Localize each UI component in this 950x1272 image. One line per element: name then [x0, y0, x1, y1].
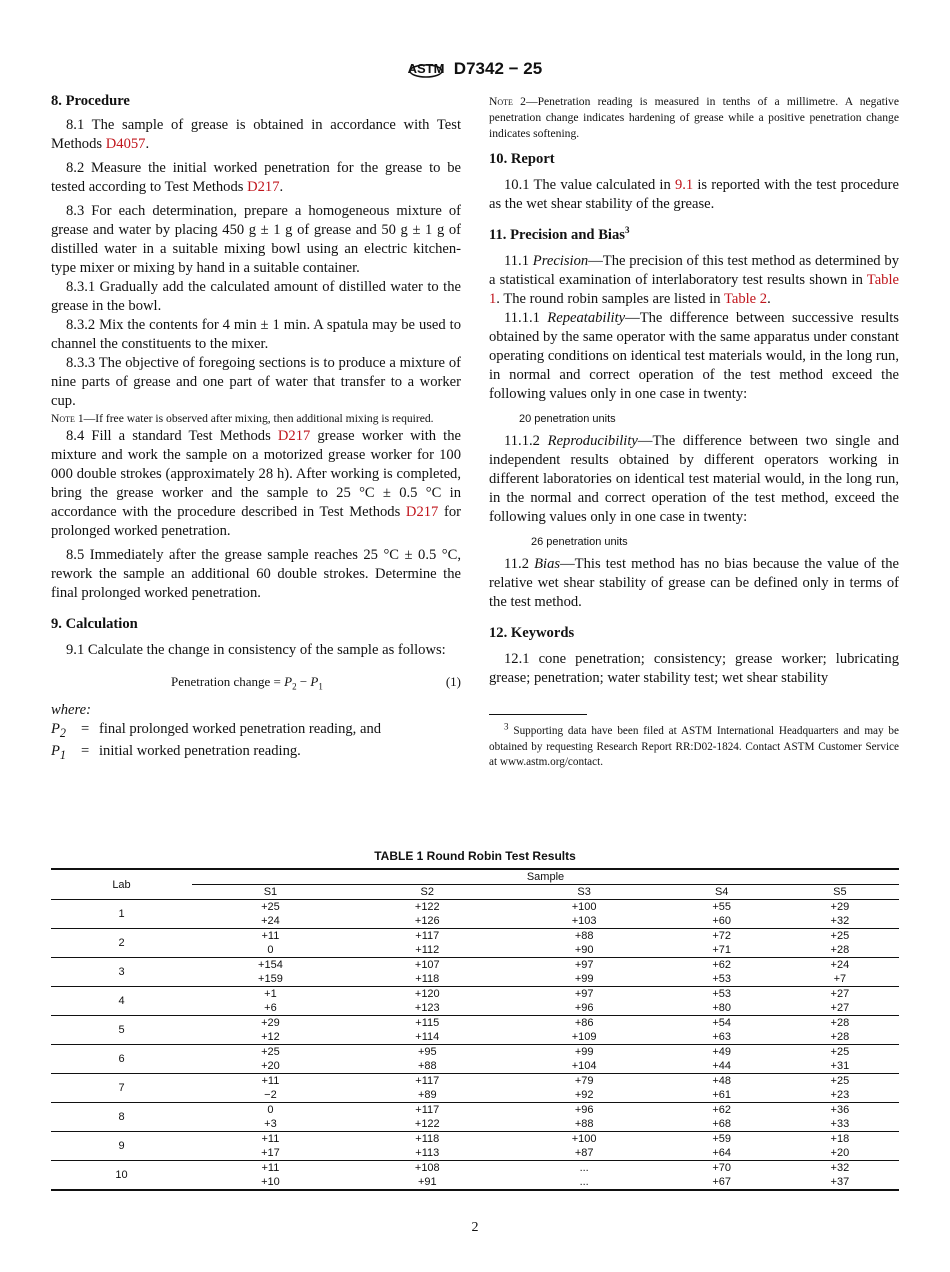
section-11-heading — [489, 226, 899, 245]
result-cell: +24 — [781, 958, 899, 973]
result-cell: +112 — [415, 944, 440, 956]
result-cell: +44 — [712, 1060, 731, 1072]
result-cell: +11 — [192, 1161, 349, 1176]
result-cell: +28 — [830, 944, 850, 956]
result-cell: +72 — [663, 929, 781, 944]
result-cell: +120 — [349, 987, 506, 1002]
result-cell: +11 — [192, 929, 349, 944]
result-cell: +87 — [574, 1147, 594, 1159]
paragraph-text: . The round robin samples are listed in — [496, 291, 724, 307]
result-cell: +59 — [663, 1132, 781, 1147]
result-cell: +113 — [415, 1147, 440, 1159]
section-11-title: 11. Precision and Bias — [489, 227, 625, 243]
reference-link[interactable]: Table 1 — [489, 272, 899, 307]
sample-column-header-s5: S5 — [781, 885, 899, 900]
run-in-heading: Reproducibility — [547, 433, 638, 449]
result-cell: +27 — [781, 987, 899, 1002]
variable-definition — [51, 720, 461, 742]
lab-cell: 4 — [51, 987, 192, 1016]
lab-cell: 6 — [51, 1045, 192, 1074]
result-cell: +11 — [192, 1132, 349, 1147]
paragraph-text: 8.3.2 Mix the contents for 4 min ± 1 min. A spatula may be used to channel the constituents to the mixer. — [51, 317, 461, 352]
paragraph-8-1 — [51, 116, 461, 154]
result-cell: +25 — [781, 929, 899, 944]
result-cell: +49 — [663, 1045, 781, 1060]
paragraph-text: 8.3 For each determination, prepare a homogeneous mixture of grease and water by placing 450 g ± 1 g of grease and 50 g ± 1 g of distilled water in a suitable mixing bowl using an electric kitchen-type mixer or mixing by hand in a suitable container. — [51, 203, 461, 276]
result-cell: +25 — [192, 1045, 349, 1060]
result-cell: +71 — [712, 944, 731, 956]
paragraph-text: 9.1 Calculate the change in consistency of the sample as follows: — [66, 642, 446, 658]
result-cell: +20 — [830, 1147, 850, 1159]
result-cell: +91 — [417, 1176, 437, 1188]
table-row — [51, 1103, 899, 1118]
result-cell: +55 — [712, 901, 731, 913]
astm-logo-icon — [408, 56, 444, 82]
left-column — [51, 92, 461, 764]
paragraph-text: is reported with the test procedure as the wet shear stability of the grease. — [489, 177, 899, 212]
result-cell: +118 — [349, 1132, 506, 1147]
table-row — [51, 1045, 899, 1060]
paragraph-text: . — [767, 291, 771, 307]
result-cell: +17 — [261, 1147, 280, 1159]
result-cell: +154 — [192, 958, 349, 973]
sample-column-header-s3: S3 — [506, 885, 663, 900]
result-cell: +32 — [830, 915, 850, 927]
sample-column-header-s2: S2 — [349, 885, 506, 900]
lab-cell: 5 — [51, 1016, 192, 1045]
result-cell: +79 — [506, 1074, 663, 1089]
result-cell: 0 — [267, 944, 274, 956]
result-cell: +6 — [264, 1002, 277, 1014]
paragraph-text: 8.5 Immediately after the grease sample reaches 25 °C ± 0.5 °C, rework the sample an additional 60 double strokes. Determine the final prolonged worked penetration. — [51, 547, 461, 601]
equals-sign: = — [81, 742, 90, 759]
paragraph-text: —The difference between two single and independent results obtained by different operators working in different laboratories on identical test material would, in the long run, in the normal and correct operation of the test method, exceed the following values only in one case in twenty: — [489, 433, 900, 525]
paragraph-11-1 — [489, 252, 899, 309]
result-cell: +48 — [663, 1074, 781, 1089]
paragraph-11-1-2 — [489, 432, 899, 527]
page-number: 2 — [471, 1220, 479, 1235]
where-label: where: — [51, 702, 91, 718]
section-8-heading: 8. Procedure — [51, 93, 130, 109]
paragraph-text: for prolonged worked penetration. — [51, 504, 462, 539]
result-cell: +1 — [192, 987, 349, 1002]
result-cell: +25 — [781, 1045, 899, 1060]
equation-p1: P — [310, 674, 319, 689]
result-cell: +23 — [830, 1089, 850, 1101]
result-cell: +99 — [506, 1045, 663, 1060]
result-cell: +97 — [506, 987, 663, 1002]
paragraph-8-3-1 — [51, 278, 461, 316]
result-cell: 0 — [192, 1103, 349, 1118]
result-cell: +11 — [192, 1074, 349, 1089]
result-cell: +95 — [349, 1045, 506, 1060]
note-2-text: —Penetration reading is measured in tenths of a millimetre. A negative penetration change indicates hardening of grease while a positive penetration change indicates softening. — [489, 95, 899, 140]
result-cell: +107 — [349, 958, 506, 973]
result-cell: +123 — [414, 1002, 440, 1014]
variable-symbol: $P_1$ — [51, 742, 66, 762]
paragraph-text: 8.3.1 Gradually add the calculated amount of distilled water to the grease in the bowl. — [51, 279, 461, 314]
paragraph-text: 8.1 The sample of grease is obtained in accordance with Test Methods — [51, 117, 461, 152]
equation-number: (1) — [445, 674, 461, 689]
result-cell: +122 — [414, 901, 440, 913]
result-cell: +32 — [781, 1161, 899, 1176]
result-cell: +60 — [712, 915, 731, 927]
paragraph-10-1 — [489, 176, 899, 214]
reference-link[interactable]: D4057 — [105, 136, 146, 152]
section-10-heading: 10. Report — [489, 151, 555, 167]
equation-p1-sub: 1 — [318, 681, 323, 692]
result-cell: +90 — [574, 944, 594, 956]
result-cell: +28 — [781, 1016, 899, 1031]
paragraph-text: —The precision of this test method as determined by a statistical examination of interlaboratory test results shown in — [489, 253, 899, 288]
equation-p2-sub: 2 — [292, 681, 297, 692]
result-cell: +18 — [781, 1132, 899, 1147]
equation-1 — [51, 672, 461, 691]
result-cell: +31 — [830, 1060, 850, 1072]
result-cell: +62 — [663, 1103, 781, 1118]
reference-link[interactable]: D217 — [405, 504, 439, 520]
paragraph-8-5 — [51, 546, 461, 603]
result-cell: +25 — [781, 1074, 899, 1089]
result-cell: +29 — [192, 1016, 349, 1031]
paragraph-text: . — [145, 136, 150, 152]
paragraph-text: 11.1 — [504, 253, 533, 269]
footnote-divider — [489, 714, 587, 715]
page-header — [0, 56, 950, 82]
result-cell: +96 — [506, 1103, 663, 1118]
result-cell: +126 — [414, 915, 440, 927]
result-cell: +96 — [574, 1002, 594, 1014]
result-cell: +33 — [830, 1118, 850, 1130]
result-cell: +3 — [264, 1118, 277, 1130]
result-cell: +80 — [712, 1002, 731, 1014]
table-row — [51, 958, 899, 973]
paragraph-text: 11.2 — [504, 556, 535, 572]
result-cell: +37 — [830, 1176, 850, 1188]
variable-description: initial worked penetration reading. — [99, 742, 301, 759]
result-cell: +108 — [349, 1161, 506, 1176]
right-column — [489, 92, 899, 771]
lab-cell: 2 — [51, 929, 192, 958]
paragraph-8-4 — [51, 427, 461, 541]
result-cell: +159 — [258, 973, 283, 985]
result-cell: +29 — [830, 901, 850, 913]
sample-column-header-s4: S4 — [663, 885, 781, 900]
reference-link[interactable]: 9.1 — [674, 177, 694, 193]
result-cell: +28 — [830, 1031, 850, 1043]
result-cell: +99 — [574, 973, 594, 985]
result-cell: +7 — [833, 973, 847, 985]
note-1-text: —If free water is observed after mixing, then additional mixing is required. — [83, 412, 434, 425]
result-cell: +62 — [663, 958, 781, 973]
svg-text:ASTM: ASTM — [407, 61, 444, 76]
lab-cell: 1 — [118, 908, 125, 920]
result-cell: +86 — [506, 1016, 663, 1031]
result-cell: +100 — [571, 901, 597, 913]
equation-p2: P — [284, 674, 293, 689]
table-row — [51, 929, 899, 944]
paragraph-9-1 — [51, 641, 461, 660]
table-row — [51, 900, 899, 915]
result-cell: +88 — [417, 1060, 437, 1072]
lab-cell: 3 — [51, 958, 192, 987]
table-row — [51, 1016, 899, 1031]
variable-definition — [51, 742, 461, 764]
footnote-3 — [489, 721, 899, 771]
table-row — [51, 1132, 899, 1147]
result-cell: +63 — [712, 1031, 731, 1043]
result-cell: +100 — [506, 1132, 663, 1147]
footnote-marker: 3 — [504, 721, 509, 732]
result-cell: +92 — [574, 1089, 594, 1101]
repeatability-value: 20 penetration units — [519, 413, 616, 425]
result-cell: +122 — [414, 1118, 440, 1130]
paragraph-12-1 — [489, 650, 899, 688]
reference-link[interactable]: D217 — [277, 428, 311, 444]
result-cell: +88 — [506, 929, 663, 944]
paragraph-text: 11.1.2 — [504, 433, 548, 449]
section-12-heading: 12. Keywords — [489, 625, 575, 641]
result-cell: +117 — [349, 929, 506, 944]
paragraph-8-2 — [51, 159, 461, 197]
paragraph-8-3-3 — [51, 354, 461, 411]
note-2 — [489, 94, 899, 142]
paragraph-11-2 — [489, 555, 899, 612]
run-in-heading: Precision — [532, 253, 589, 269]
footnote-text: Supporting data have been filed at ASTM International Headquarters and may be obtained by requesting Research Report RR:D02-1824. Contact ASTM Customer Service at www.astm.org/contact. — [489, 725, 899, 768]
result-cell: +114 — [415, 1031, 440, 1043]
lab-column-header: Lab — [112, 878, 131, 891]
result-cell: +118 — [415, 973, 440, 985]
paragraph-text: 8.4 Fill a standard Test Methods — [66, 428, 278, 444]
result-cell: +20 — [261, 1060, 280, 1072]
lab-cell: 9 — [51, 1132, 192, 1161]
result-cell: +54 — [663, 1016, 781, 1031]
result-cell: +115 — [349, 1016, 506, 1031]
result-cell: ... — [506, 1161, 663, 1176]
result-cell: +104 — [571, 1060, 597, 1072]
equation-expression — [171, 672, 323, 697]
result-cell: +10 — [261, 1176, 280, 1188]
result-cell: −2 — [264, 1089, 277, 1101]
document-designation: D7342 − 25 — [453, 59, 543, 78]
result-cell: +89 — [417, 1089, 437, 1101]
paragraph-text: . — [279, 179, 284, 195]
result-cell: +68 — [712, 1118, 731, 1130]
variable-symbol: $P_2$ — [51, 721, 66, 740]
footnote-ref-3[interactable]: 3 — [624, 225, 630, 236]
paragraph-text: —This test method has no bias because the value of the relative wet shear stability of grease can be defined only in terms of the test method. — [489, 556, 899, 610]
paragraph-text: 11.1.1 — [504, 310, 548, 326]
table-title: TABLE 1 Round Robin Test Results — [374, 849, 576, 863]
result-cell: +70 — [663, 1161, 781, 1176]
lab-cell: 7 — [51, 1074, 192, 1103]
equation-lhs: Penetration change = — [171, 674, 285, 689]
note-1 — [51, 411, 461, 427]
sample-column-header-s1: S1 — [192, 885, 349, 900]
paragraph-text: 8.2 Measure the initial worked penetration for the grease to be tested according to Test Methods — [51, 160, 461, 195]
paragraph-text: grease worker with the mixture and work the sample on a motorized grease worker for 100 000 double strokes (approximately 28 h). After working is completed, bring the grease worker and the sample to 25 °C ± 0.5 °C in accordance with the procedure described in Test Methods — [51, 428, 461, 520]
note-2-label: Note 2 — [489, 95, 526, 108]
paragraph-text: 12.1 cone penetration; consistency; grease worker; lubricating grease; penetration; water stability test; wet shear stability — [489, 651, 899, 686]
table-row — [51, 987, 899, 1002]
equals-sign: = — [81, 721, 90, 737]
paragraph-8-3 — [51, 202, 461, 278]
table-row — [51, 1074, 899, 1089]
run-in-heading: Repeatability — [547, 310, 626, 326]
result-cell: +53 — [712, 973, 731, 985]
reference-link[interactable]: Table 2 — [723, 291, 768, 307]
variable-definitions — [51, 720, 461, 764]
paragraph-text: —The difference between successive results obtained by the same operator with the same apparatus under constant operating conditions on identical test materials would, in the long run, in normal and correct operation of the test method exceed the following values only in one case in twenty: — [489, 310, 899, 402]
lab-cell: 10 — [51, 1161, 192, 1191]
paragraph-8-3-2 — [51, 316, 461, 354]
result-cell: +109 — [571, 1031, 597, 1043]
run-in-heading: Bias — [534, 556, 561, 572]
result-cell: +27 — [830, 1002, 850, 1014]
paragraph-text: 10.1 The value calculated in — [504, 177, 675, 193]
result-cell: +25 — [261, 901, 280, 913]
reproducibility-value: 26 penetration units — [531, 536, 628, 548]
result-cell: +117 — [349, 1103, 506, 1118]
sample-column-header: Sample — [526, 871, 565, 883]
result-cell: +53 — [663, 987, 781, 1002]
result-cell: +103 — [571, 915, 597, 927]
equation-minus: − — [296, 674, 311, 689]
result-cell: +61 — [712, 1089, 731, 1101]
result-cell: +24 — [261, 915, 280, 927]
table-row — [51, 1161, 899, 1176]
result-cell: +117 — [349, 1074, 506, 1089]
paragraph-11-1-1 — [489, 309, 899, 404]
section-9-heading: 9. Calculation — [51, 616, 138, 632]
round-robin-table — [51, 848, 899, 1191]
reference-link[interactable]: D217 — [247, 179, 280, 195]
variable-description: final prolonged worked penetration reading, and — [99, 721, 382, 737]
result-cell: +64 — [712, 1147, 731, 1159]
result-cell: +67 — [712, 1176, 731, 1188]
lab-cell: 8 — [51, 1103, 192, 1132]
result-cell: +88 — [574, 1118, 594, 1130]
note-1-label: Note 1 — [51, 412, 84, 425]
paragraph-text: 8.3.3 The objective of foregoing sections is to produce a mixture of nine parts of grease and one part of water that transfer to a worker cup. — [51, 355, 461, 409]
result-cell: +97 — [506, 958, 663, 973]
result-cell: ... — [579, 1176, 589, 1188]
result-cell: +12 — [261, 1031, 280, 1043]
result-cell: +36 — [781, 1103, 899, 1118]
